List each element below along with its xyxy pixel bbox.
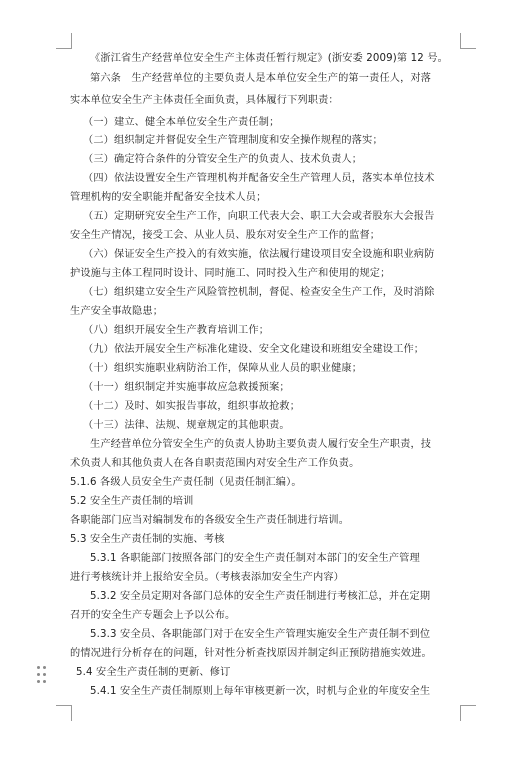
text-line: （十三）法律、法规、规章规定的其他职责。 — [83, 420, 290, 431]
text-line: 生产安全事故隐患； — [70, 306, 164, 317]
section-heading: 5.2 安全生产责任制的培训 — [70, 496, 194, 507]
text-line: 进行考核统计并上报给安全员。（考核表添加安全生产内容） — [70, 572, 345, 583]
crop-mark-bottom-right-v — [460, 705, 461, 721]
text-line: （十二）及时、如实报告事故，组织事故抢救； — [83, 401, 301, 412]
text-line: （四）依法设置安全生产管理机构并配备安全生产管理人员，落实本单位技术 — [83, 173, 435, 184]
text-line: 5.3.1 各职能部门按照各部门的安全生产责任制对本部门的安全生产管理 — [90, 553, 420, 564]
text-line: 的情况进行分析存在的问题，针对性分析查找原因并制定纠正预防措施实效进。 — [70, 648, 432, 659]
text-line: （八）组织开展安全生产教育培训工作； — [83, 325, 270, 336]
text-line: 各职能部门应当对编制发布的各级安全生产责任制进行培训。 — [70, 515, 350, 526]
text-line: 5.3.3 安全员、各职能部门对于在安全生产管理实施安全生产责任制不到位 — [90, 629, 431, 640]
text-line: 5.4.1 安全生产责任制原则上每年审核更新一次，时机与企业的年度安全生 — [90, 686, 431, 697]
text-line: 管理机构的安全职能并配备安全技术人员； — [70, 192, 267, 203]
crop-mark-top-left-v — [71, 33, 72, 49]
crop-mark-bottom-left-v — [71, 705, 72, 721]
crop-mark-bottom-left-h — [56, 705, 72, 706]
text-line: 5.3.2 安全员定期对各部门总体的安全生产责任制进行考核汇总，并在定期 — [90, 591, 431, 602]
text-line: （一）建立、健全本单位安全生产责任制； — [83, 117, 280, 128]
text-line: （二）组织制定并督促安全生产管理制度和安全操作规程的落实； — [83, 135, 383, 146]
drag-handle-icon[interactable] — [37, 666, 47, 684]
text-line: 《浙江省生产经营单位安全生产主体责任暂行规定》(浙安委 2009)第 12 号。 — [90, 53, 448, 64]
crop-mark-bottom-right-h — [460, 705, 476, 706]
text-line: （十一）组织制定并实施事故应急救援预案； — [83, 382, 290, 393]
crop-mark-top-right-v — [460, 33, 461, 49]
section-heading: 5.4 安全生产责任制的更新、修订 — [76, 667, 231, 678]
text-line: （六）保证安全生产投入的有效实施，依法履行建设项目安全设施和职业病防 — [83, 249, 435, 260]
text-line: 护设施与主体工程同时设计、同时施工、同时投入生产和使用的规定； — [70, 268, 391, 279]
text-line: 5.1.6 各级人员安全生产责任制（见责任制汇编）。 — [70, 477, 302, 488]
section-heading: 5.3 安全生产责任制的实施、考核 — [70, 534, 225, 545]
text-line: （七）组织建立安全生产风险管控机制，督促、检查安全生产工作，及时消除 — [83, 287, 435, 298]
text-line: 第六条 生产经营单位的主要负责人是本单位安全生产的第一责任人，对落 — [90, 73, 432, 84]
text-line: 术负责人和其他负责人在各自职责范围内对安全生产工作负责。 — [70, 458, 360, 469]
text-line: （九）依法开展安全生产标准化建设、安全文化建设和班组安全建设工作； — [83, 344, 425, 355]
text-line: 实本单位安全生产主体责任全面负责，具体履行下列职责： — [70, 95, 339, 106]
crop-mark-top-left-h — [56, 48, 72, 49]
text-line: （十）组织实施职业病防治工作，保障从业人员的职业健康； — [83, 363, 363, 374]
text-line: （三）确定符合条件的分管安全生产的负责人、技术负责人； — [83, 154, 363, 165]
text-line: （五）定期研究安全生产工作，向职工代表大会、职工大会或者股东大会报告 — [83, 211, 435, 222]
text-line: 生产经营单位分管安全生产的负责人协助主要负责人履行安全生产职责，技 — [90, 439, 432, 450]
text-line: 召开的安全生产专题会上予以公布。 — [70, 610, 236, 621]
crop-mark-top-right-h — [460, 48, 476, 49]
text-line: 安全生产情况，接受工会、从业人员、股东对安全生产工作的监督； — [70, 230, 381, 241]
